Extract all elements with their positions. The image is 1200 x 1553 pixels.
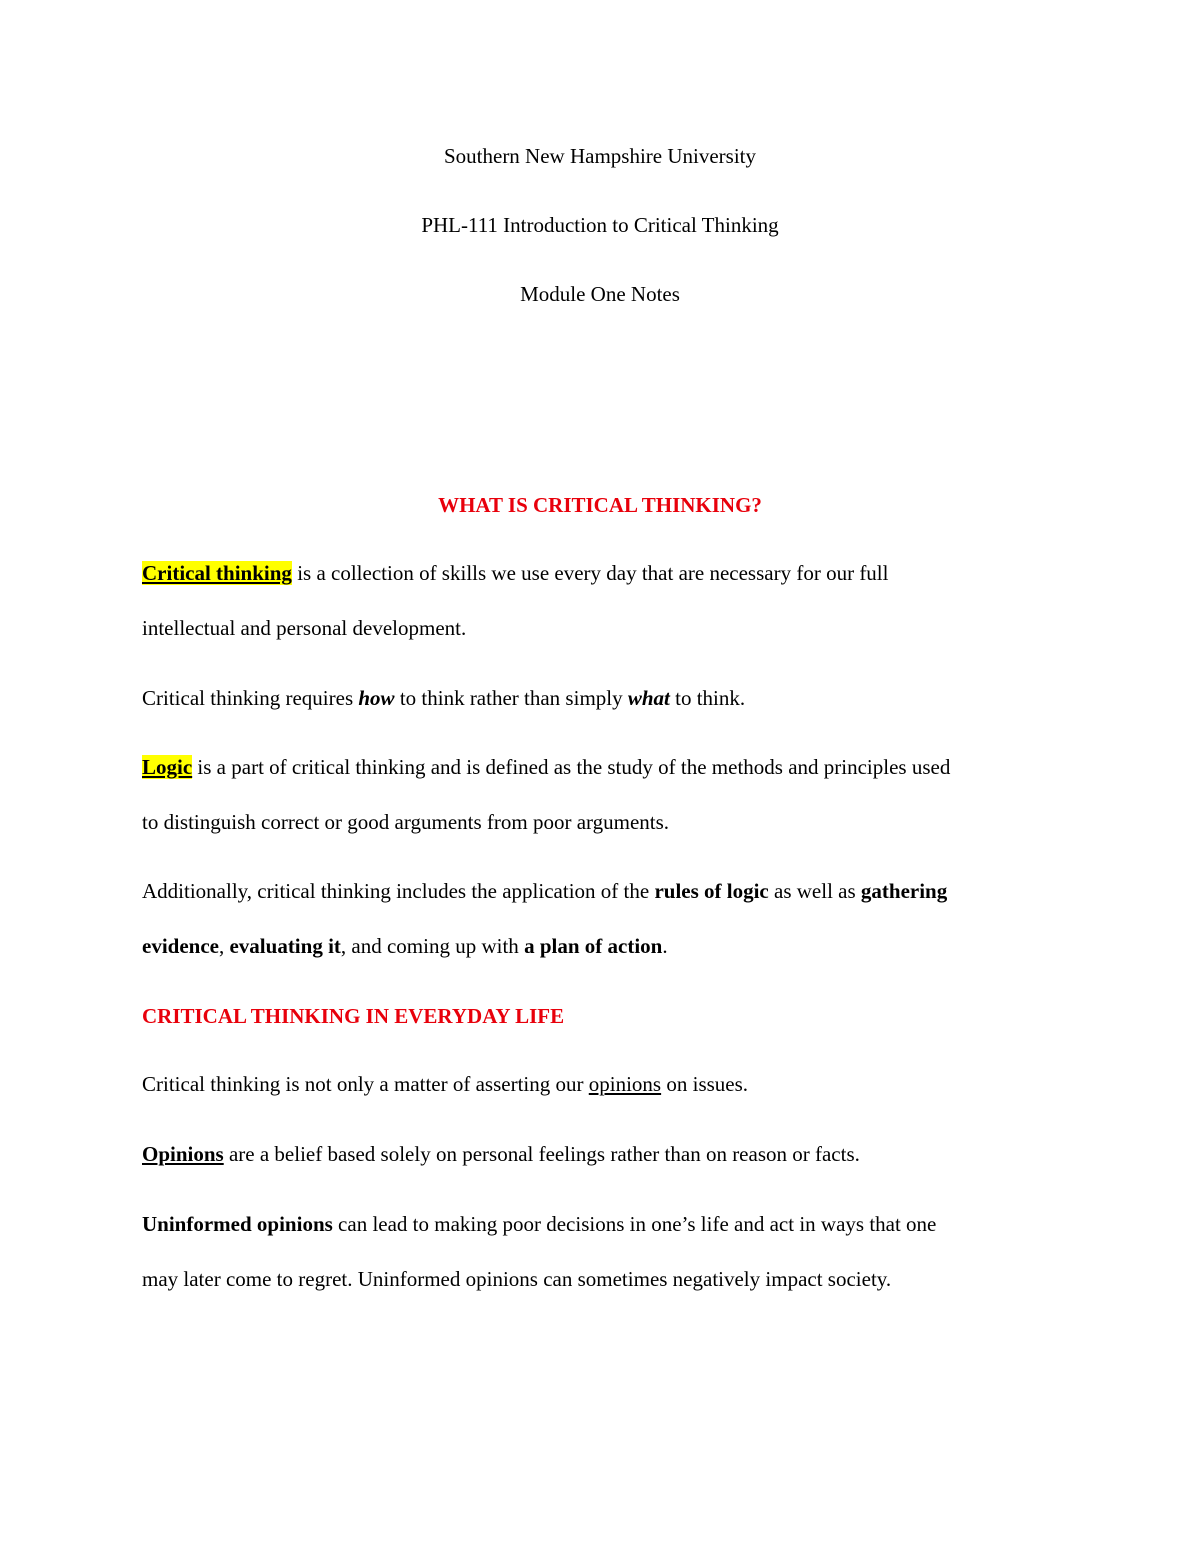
paragraph-text: , and coming up with bbox=[340, 934, 525, 958]
paragraph-line: to distinguish correct or good arguments from poor arguments. bbox=[142, 810, 670, 834]
paragraph-line bbox=[142, 671, 1062, 726]
opinions-intro-paragraph bbox=[142, 1057, 1062, 1112]
bold-evidence: evidence bbox=[142, 934, 219, 958]
paragraph-line bbox=[142, 919, 1062, 974]
paragraph-line: may later come to regret. Uninformed opinions can sometimes negatively impact society. bbox=[142, 1267, 892, 1291]
paragraph-text: Additionally, critical thinking includes the application of the bbox=[142, 879, 655, 903]
section-heading-what-is-critical-thinking: WHAT IS CRITICAL THINKING? bbox=[438, 493, 762, 517]
paragraph-line bbox=[142, 546, 1062, 601]
uninformed-opinions-paragraph bbox=[142, 1197, 1062, 1307]
paragraph-line bbox=[142, 740, 1062, 795]
paragraph-text: to think rather than simply bbox=[394, 686, 628, 710]
additionally-paragraph bbox=[142, 864, 1062, 974]
paragraph-text: can lead to making poor decisions in one’s life and act in ways that one bbox=[332, 1212, 937, 1236]
paragraph-line: intellectual and personal development. bbox=[142, 616, 467, 640]
bold-rules-of-logic: rules of logic bbox=[654, 879, 769, 903]
critical-thinking-definition bbox=[142, 546, 1062, 656]
bold-term: Uninformed opinions bbox=[142, 1212, 333, 1236]
how-to-think-paragraph bbox=[142, 671, 1062, 726]
notes-title: Module One Notes bbox=[520, 282, 680, 306]
logic-definition bbox=[142, 740, 1062, 850]
paragraph-text: is a part of critical thinking and is defined as the study of the methods and principles used bbox=[192, 755, 951, 779]
paragraph-text: is a collection of skills we use every day that are necessary for our full bbox=[291, 561, 889, 585]
paragraph-line bbox=[142, 864, 1062, 919]
paragraph-text: to think. bbox=[669, 686, 746, 710]
highlighted-term: Critical thinking bbox=[142, 561, 292, 585]
bold-plan-of-action: a plan of action bbox=[524, 934, 663, 958]
paragraph-text: are a belief based solely on personal feelings rather than on reason or facts. bbox=[223, 1142, 860, 1166]
highlighted-term: Logic bbox=[142, 755, 193, 779]
paragraph-text: as well as bbox=[768, 879, 861, 903]
section-heading-everyday-life: CRITICAL THINKING IN EVERYDAY LIFE bbox=[142, 1004, 565, 1028]
emphasis-what: what bbox=[627, 686, 670, 710]
underlined-opinions: opinions bbox=[588, 1072, 662, 1096]
course-title: PHL-111 Introduction to Critical Thinking bbox=[421, 213, 779, 237]
paragraph-text: . bbox=[662, 934, 668, 958]
paragraph-text: on issues. bbox=[661, 1072, 749, 1096]
paragraph-text: Critical thinking is not only a matter of asserting our bbox=[142, 1072, 589, 1096]
paragraph-line bbox=[142, 1197, 1062, 1252]
paragraph-text: Critical thinking requires bbox=[142, 686, 359, 710]
paragraph-line bbox=[142, 1057, 1062, 1112]
bold-underlined-term: Opinions bbox=[142, 1142, 224, 1166]
bold-gathering: gathering bbox=[860, 879, 948, 903]
emphasis-how: how bbox=[358, 686, 395, 710]
bold-evaluating-it: evaluating it bbox=[229, 934, 341, 958]
university-name: Southern New Hampshire University bbox=[443, 144, 757, 168]
opinions-definition bbox=[142, 1127, 1062, 1182]
paragraph-line bbox=[142, 1127, 1062, 1182]
paragraph-text: , bbox=[218, 934, 230, 958]
